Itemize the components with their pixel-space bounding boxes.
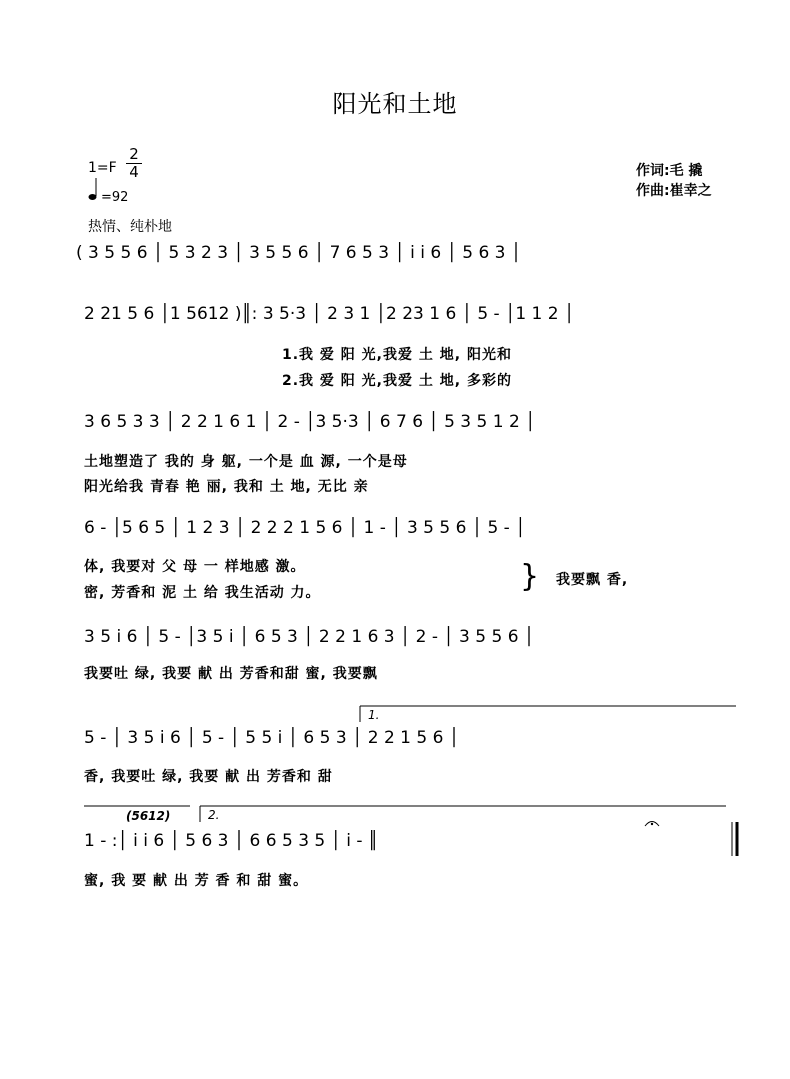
lyricist-credit: 作词:毛 撬 — [636, 163, 703, 179]
final-barline — [732, 822, 737, 856]
key-signature: 1=F — [88, 160, 117, 176]
page-title: 阳光和土地 — [332, 90, 458, 118]
notation-line-6: 5 - │ 3 5 i 6 │ 5 - │ 5 5 i │ 6 5 3 │ 2 2 1 5 6 │ — [84, 728, 460, 748]
notation-line-7: 1 - :│ i i 6 │ 5 6 3 │ 6 6 5 3 5 │ i - ║ — [84, 831, 379, 851]
meter-bottom: 4 — [126, 163, 142, 181]
lyric-line-5: 我要吐 绿, 我要 献 出 芳香和甜 蜜, 我要飘 — [84, 666, 378, 682]
expression-marking: 热情、纯朴地 — [88, 219, 172, 235]
optional-notes-paren: (5612) — [126, 809, 171, 823]
fermata-dot — [651, 823, 653, 825]
volta-2-label: 2. — [208, 808, 220, 822]
lyric-line-4-refrain: 我要飘 香, — [556, 572, 629, 588]
meter-top: 2 — [129, 145, 139, 163]
tempo-marking: =92 — [101, 190, 129, 205]
lyric-line-7: 蜜, 我 要 献 出 芳 香 和 甜 蜜。 — [84, 873, 309, 889]
composer-credit: 作曲:崔幸之 — [636, 183, 712, 199]
volta-2-bracket — [200, 806, 726, 822]
lyric-line-6: 香, 我要吐 绿, 我要 献 出 芳香和 甜 — [84, 769, 333, 785]
notation-line-2: 2 21 5 6 │1 5612 )║: 3 5·3 │ 2 3 1 │2 23 1 6 │ 5 - │1 1 2 │ — [84, 304, 575, 324]
notation-line-5: 3 5 i 6 │ 5 - │3 5 i │ 6 5 3 │ 2 2 1 6 3 │ 2 - │ 3 5 5 6 │ — [84, 627, 535, 647]
notation-line-4: 6 - │5 6 5 │ 1 2 3 │ 2 2 2 1 5 6 │ 1 - │ 3 5 5 6 │ 5 - │ — [84, 518, 526, 538]
notation-line-3: 3 6 5 3 3 │ 2 2 1 6 1 │ 2 - │3 5·3 │ 6 7 6 │ 5 3 5 1 2 │ — [84, 412, 536, 432]
lyric-line-4-verse-2: 密, 芳香和 泥 土 给 我生活动 力。 — [84, 585, 321, 601]
lyric-line-2-verse-1: 1.我 爱 阳 光,我爱 土 地, 阳光和 — [282, 347, 512, 363]
verse-brace: } — [520, 559, 540, 594]
volta-1-bracket — [360, 706, 736, 722]
lyric-line-3-verse-1: 土地塑造了 我的 身 躯, 一个是 血 源, 一个是母 — [84, 454, 408, 470]
lyric-line-4-verse-1: 体, 我要对 父 母 一 样地感 激。 — [84, 559, 306, 575]
lyric-line-2-verse-2: 2.我 爱 阳 光,我爱 土 地, 多彩的 — [282, 373, 512, 389]
notation-line-1: ( 3 5 5 6 │ 5 3 2 3 │ 3 5 5 6 │ 7 6 5 3 │ i i 6 │ 5 6 3 │ — [76, 243, 522, 263]
volta-1-label: 1. — [368, 708, 380, 722]
lyric-line-3-verse-2: 阳光给我 青春 艳 丽, 我和 土 地, 无比 亲 — [84, 479, 369, 495]
